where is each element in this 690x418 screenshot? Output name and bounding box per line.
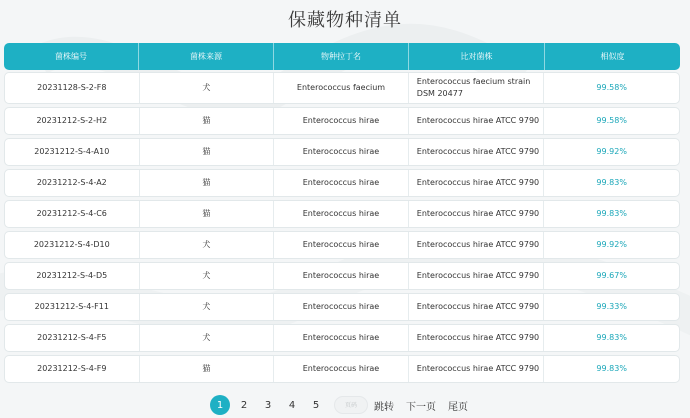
jump-button[interactable]: 跳转: [374, 401, 394, 413]
cell-source: 猫: [140, 201, 275, 227]
cell-match-strain: Enterococcus hirae ATCC 9790: [409, 108, 545, 134]
table-row[interactable]: [4, 72, 680, 104]
cell-source: 犬: [140, 325, 275, 351]
cell-source: 猫: [140, 108, 275, 134]
page-title: 保藏物种清单: [288, 10, 402, 31]
cell-strain-id: 20231212-S-4-D5: [5, 263, 140, 289]
page-number-2[interactable]: 2: [240, 399, 248, 411]
table-row[interactable]: [4, 107, 680, 135]
cell-match-strain: Enterococcus hirae ATCC 9790: [409, 325, 545, 351]
table-row[interactable]: [4, 324, 680, 352]
page-number-list: [210, 395, 330, 415]
cell-similarity: 99.83%: [596, 209, 627, 218]
column-header-species[interactable]: 物种拉丁名: [274, 43, 409, 70]
cell-match-strain: Enterococcus hirae ATCC 9790: [409, 356, 545, 382]
page-number-1[interactable]: 1: [210, 395, 230, 415]
cell-strain-id: 20231212-S-4-A2: [5, 170, 140, 196]
cell-strain-id: 20231212-S-4-D10: [5, 232, 140, 258]
table-body: [4, 72, 680, 383]
column-header-strain-id[interactable]: 菌株编号: [4, 43, 139, 70]
cell-similarity: 99.67%: [596, 271, 627, 280]
page-number-5[interactable]: 5: [312, 399, 320, 411]
cell-source: 猫: [140, 139, 275, 165]
cell-species: Enterococcus hirae: [274, 108, 409, 134]
table-row[interactable]: [4, 355, 680, 383]
cell-source: 犬: [140, 232, 275, 258]
column-header-match-strain[interactable]: 比对菌株: [409, 43, 545, 70]
cell-species: Enterococcus hirae: [274, 201, 409, 227]
cell-match-strain: Enterococcus hirae ATCC 9790: [409, 294, 545, 320]
table-row[interactable]: [4, 138, 680, 166]
pagination: [210, 395, 480, 415]
cell-species: Enterococcus hirae: [274, 263, 409, 289]
cell-strain-id: 20231212-S-4-A10: [5, 139, 140, 165]
cell-species: Enterococcus hirae: [274, 356, 409, 382]
strain-table: [4, 43, 680, 383]
cell-strain-id: 20231128-S-2-F8: [5, 73, 140, 103]
page-number-4[interactable]: 4: [288, 399, 296, 411]
cell-similarity: 99.58%: [596, 83, 627, 92]
table-row[interactable]: [4, 169, 680, 197]
column-header-source[interactable]: 菌株来源: [139, 43, 274, 70]
cell-match-strain: Enterococcus hirae ATCC 9790: [409, 201, 545, 227]
cell-source: 犬: [140, 294, 275, 320]
cell-source: 猫: [140, 356, 275, 382]
cell-strain-id: 20231212-S-4-F5: [5, 325, 140, 351]
cell-source: 猫: [140, 170, 275, 196]
cell-strain-id: 20231212-S-2-H2: [5, 108, 140, 134]
cell-match-strain: Enterococcus hirae ATCC 9790: [409, 232, 545, 258]
cell-match-strain: Enterococcus hirae ATCC 9790: [409, 139, 545, 165]
page-jump-input[interactable]: [334, 396, 368, 414]
table-row[interactable]: [4, 200, 680, 228]
cell-similarity: 99.83%: [596, 178, 627, 187]
cell-strain-id: 20231212-S-4-F11: [5, 294, 140, 320]
cell-similarity: 99.92%: [596, 240, 627, 249]
cell-similarity: 99.92%: [596, 147, 627, 156]
table-row[interactable]: [4, 262, 680, 290]
table-header: [4, 43, 680, 70]
cell-similarity: 99.83%: [596, 333, 627, 342]
cell-strain-id: 20231212-S-4-F9: [5, 356, 140, 382]
cell-match-strain: Enterococcus faecium strain DSM 20477: [409, 73, 545, 103]
cell-similarity: 99.33%: [596, 302, 627, 311]
cell-similarity: 99.58%: [596, 116, 627, 125]
cell-species: Enterococcus hirae: [274, 325, 409, 351]
cell-source: 犬: [140, 73, 275, 103]
cell-similarity: 99.83%: [596, 364, 627, 373]
cell-species: Enterococcus hirae: [274, 170, 409, 196]
table-row[interactable]: [4, 293, 680, 321]
cell-source: 犬: [140, 263, 275, 289]
cell-species: Enterococcus hirae: [274, 232, 409, 258]
cell-species: Enterococcus hirae: [274, 294, 409, 320]
cell-species: Enterococcus hirae: [274, 139, 409, 165]
next-page-button[interactable]: 下一页: [406, 401, 436, 413]
table-row[interactable]: [4, 231, 680, 259]
cell-strain-id: 20231212-S-4-C6: [5, 201, 140, 227]
cell-match-strain: Enterococcus hirae ATCC 9790: [409, 263, 545, 289]
cell-match-strain: Enterococcus hirae ATCC 9790: [409, 170, 545, 196]
column-header-similarity[interactable]: 相似度: [600, 52, 625, 61]
page-number-3[interactable]: 3: [264, 399, 272, 411]
last-page-button[interactable]: 尾页: [448, 401, 468, 413]
cell-species: Enterococcus faecium: [274, 73, 409, 103]
